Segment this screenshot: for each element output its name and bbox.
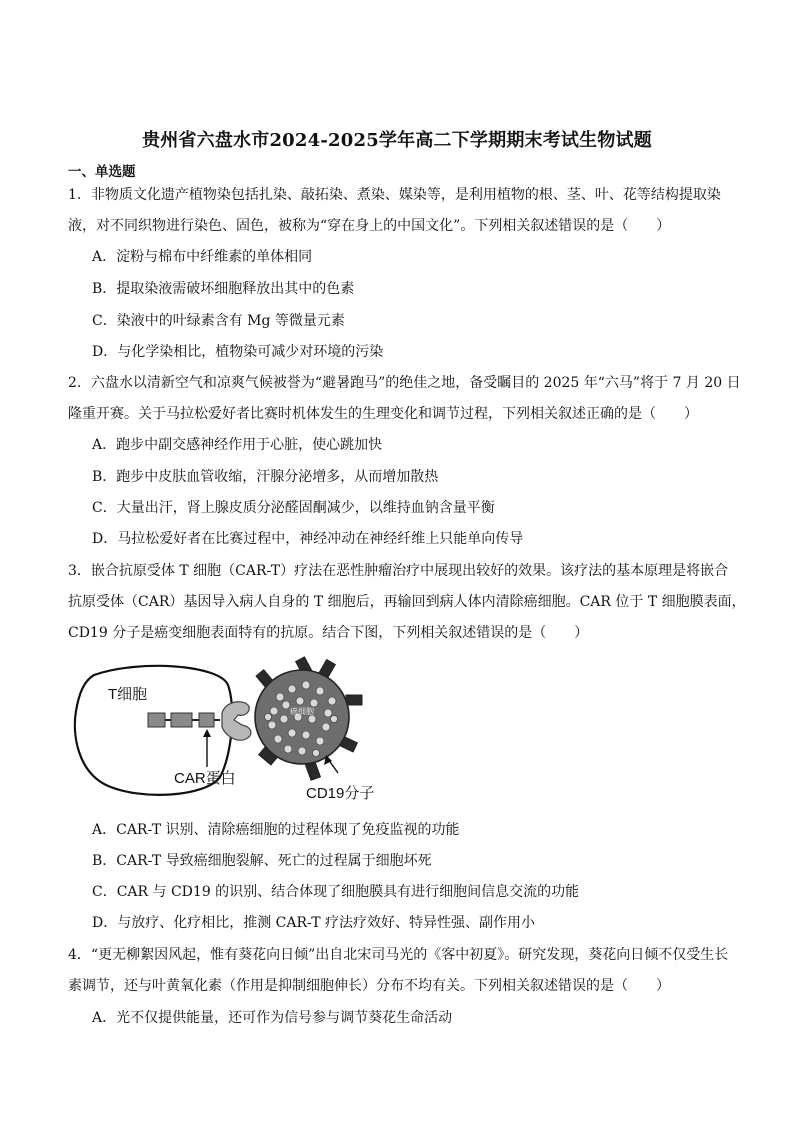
question-4-stem-line-1: 4．“更无柳絮因风起，惟有葵花向日倾”出自北宋司马光的《客中初夏》。研究发现，葵花向日倾不仅受生长: [68, 947, 729, 963]
question-3-option-c: C．CAR 与 CD19 的识别、结合体现了细胞膜具有进行细胞间信息交流的功能: [92, 884, 580, 900]
car-label: CAR蛋白: [174, 770, 236, 787]
question-1-option-d: D．与化学染相比，植物染可减少对环境的污染: [92, 344, 384, 360]
t-cell-label: T细胞: [108, 686, 148, 703]
question-2-option-b: B．跑步中皮肤血管收缩，汗腺分泌增多，从而增加散热: [92, 469, 439, 485]
question-3-option-a: A．CAR-T 识别、清除癌细胞的过程体现了免疫监视的功能: [92, 822, 460, 838]
question-3-stem-line-2: 抗原受体（CAR）基因导入病人自身的 T 细胞后，再输回到病人体内清除癌细胞。CAR 位于 T 细胞膜表面，: [68, 594, 746, 610]
car-block-1: [148, 713, 165, 727]
question-4-stem-line-2: 素调节，还与叶黄氧化素（作用是抑制细胞伸长）分布不均有关。下列相关叙述错误的是（ ）: [68, 978, 670, 994]
question-2-option-c: C．大量出汗，肾上腺皮质分泌醛固酮减少，以维持血钠含量平衡: [92, 500, 495, 516]
question-2-option-d: D．马拉松爱好者在比赛过程中，神经冲动在神经纤维上只能单向传导: [92, 531, 524, 547]
question-3-stem-line-3: CD19 分子是癌变细胞表面特有的抗原。结合下图，下列相关叙述错误的是（ ）: [68, 625, 589, 641]
question-3-option-b: B．CAR-T 导致癌细胞裂解、死亡的过程属于细胞坏死: [92, 853, 432, 869]
car-binding-domain: [222, 702, 251, 741]
question-3-option-d: D．与放疗、化疗相比，推测 CAR-T 疗法疗效好、特异性强、副作用小: [92, 915, 536, 931]
question-1-option-c: C．染液中的叶绿素含有 Mg 等微量元素: [92, 313, 345, 329]
question-2-stem-line-1: 2．六盘水以清新空气和凉爽气候被誉为“避暑跑马”的绝佳之地，备受瞩目的 2025 年“六马”将于 7 月 20 日: [68, 375, 741, 391]
car-arrow-head: [203, 729, 211, 737]
car-block-2: [171, 713, 192, 727]
question-3-stem-line-1: 3．嵌合抗原受体 T 细胞（CAR-T）疗法在恶性肿瘤治疗中展现出较好的效果。该疗法的基本原理是将嵌合: [68, 563, 729, 579]
cd19-label: CD19分子: [306, 785, 375, 802]
question-1-option-a: A．淀粉与棉布中纤维素的单体相同: [92, 249, 313, 265]
exam-title: 贵州省六盘水市2024-2025学年高二下学期期末考试生物试题: [142, 130, 652, 151]
car-t-diagram: [70, 655, 430, 807]
question-1-stem-line-1: 1．非物质文化遗产植物染包括扎染、敲拓染、煮染、媒染等，是利用植物的根、茎、叶、花等结构提取染: [68, 187, 721, 203]
question-2-option-a: A．跑步中副交感神经作用于心脏，使心跳加快: [92, 437, 383, 453]
car-block-3: [199, 713, 214, 727]
question-2-stem-line-2: 隆重开赛。关于马拉松爱好者比赛时机体发生的生理变化和调节过程，下列相关叙述正确的是（ ）: [68, 406, 698, 422]
section-heading: 一、单选题: [68, 164, 136, 180]
question-1-option-b: B．提取染液需破坏细胞释放出其中的色素: [92, 281, 355, 297]
cancer-cell-text: 癌细胞: [290, 707, 314, 716]
question-1-stem-line-2: 液，对不同织物进行染色、固色，被称为“穿在身上的中国文化”。下列相关叙述错误的是（ ）: [68, 218, 671, 234]
question-4-option-a: A．光不仅提供能量，还可作为信号参与调节葵花生命活动: [92, 1010, 453, 1026]
